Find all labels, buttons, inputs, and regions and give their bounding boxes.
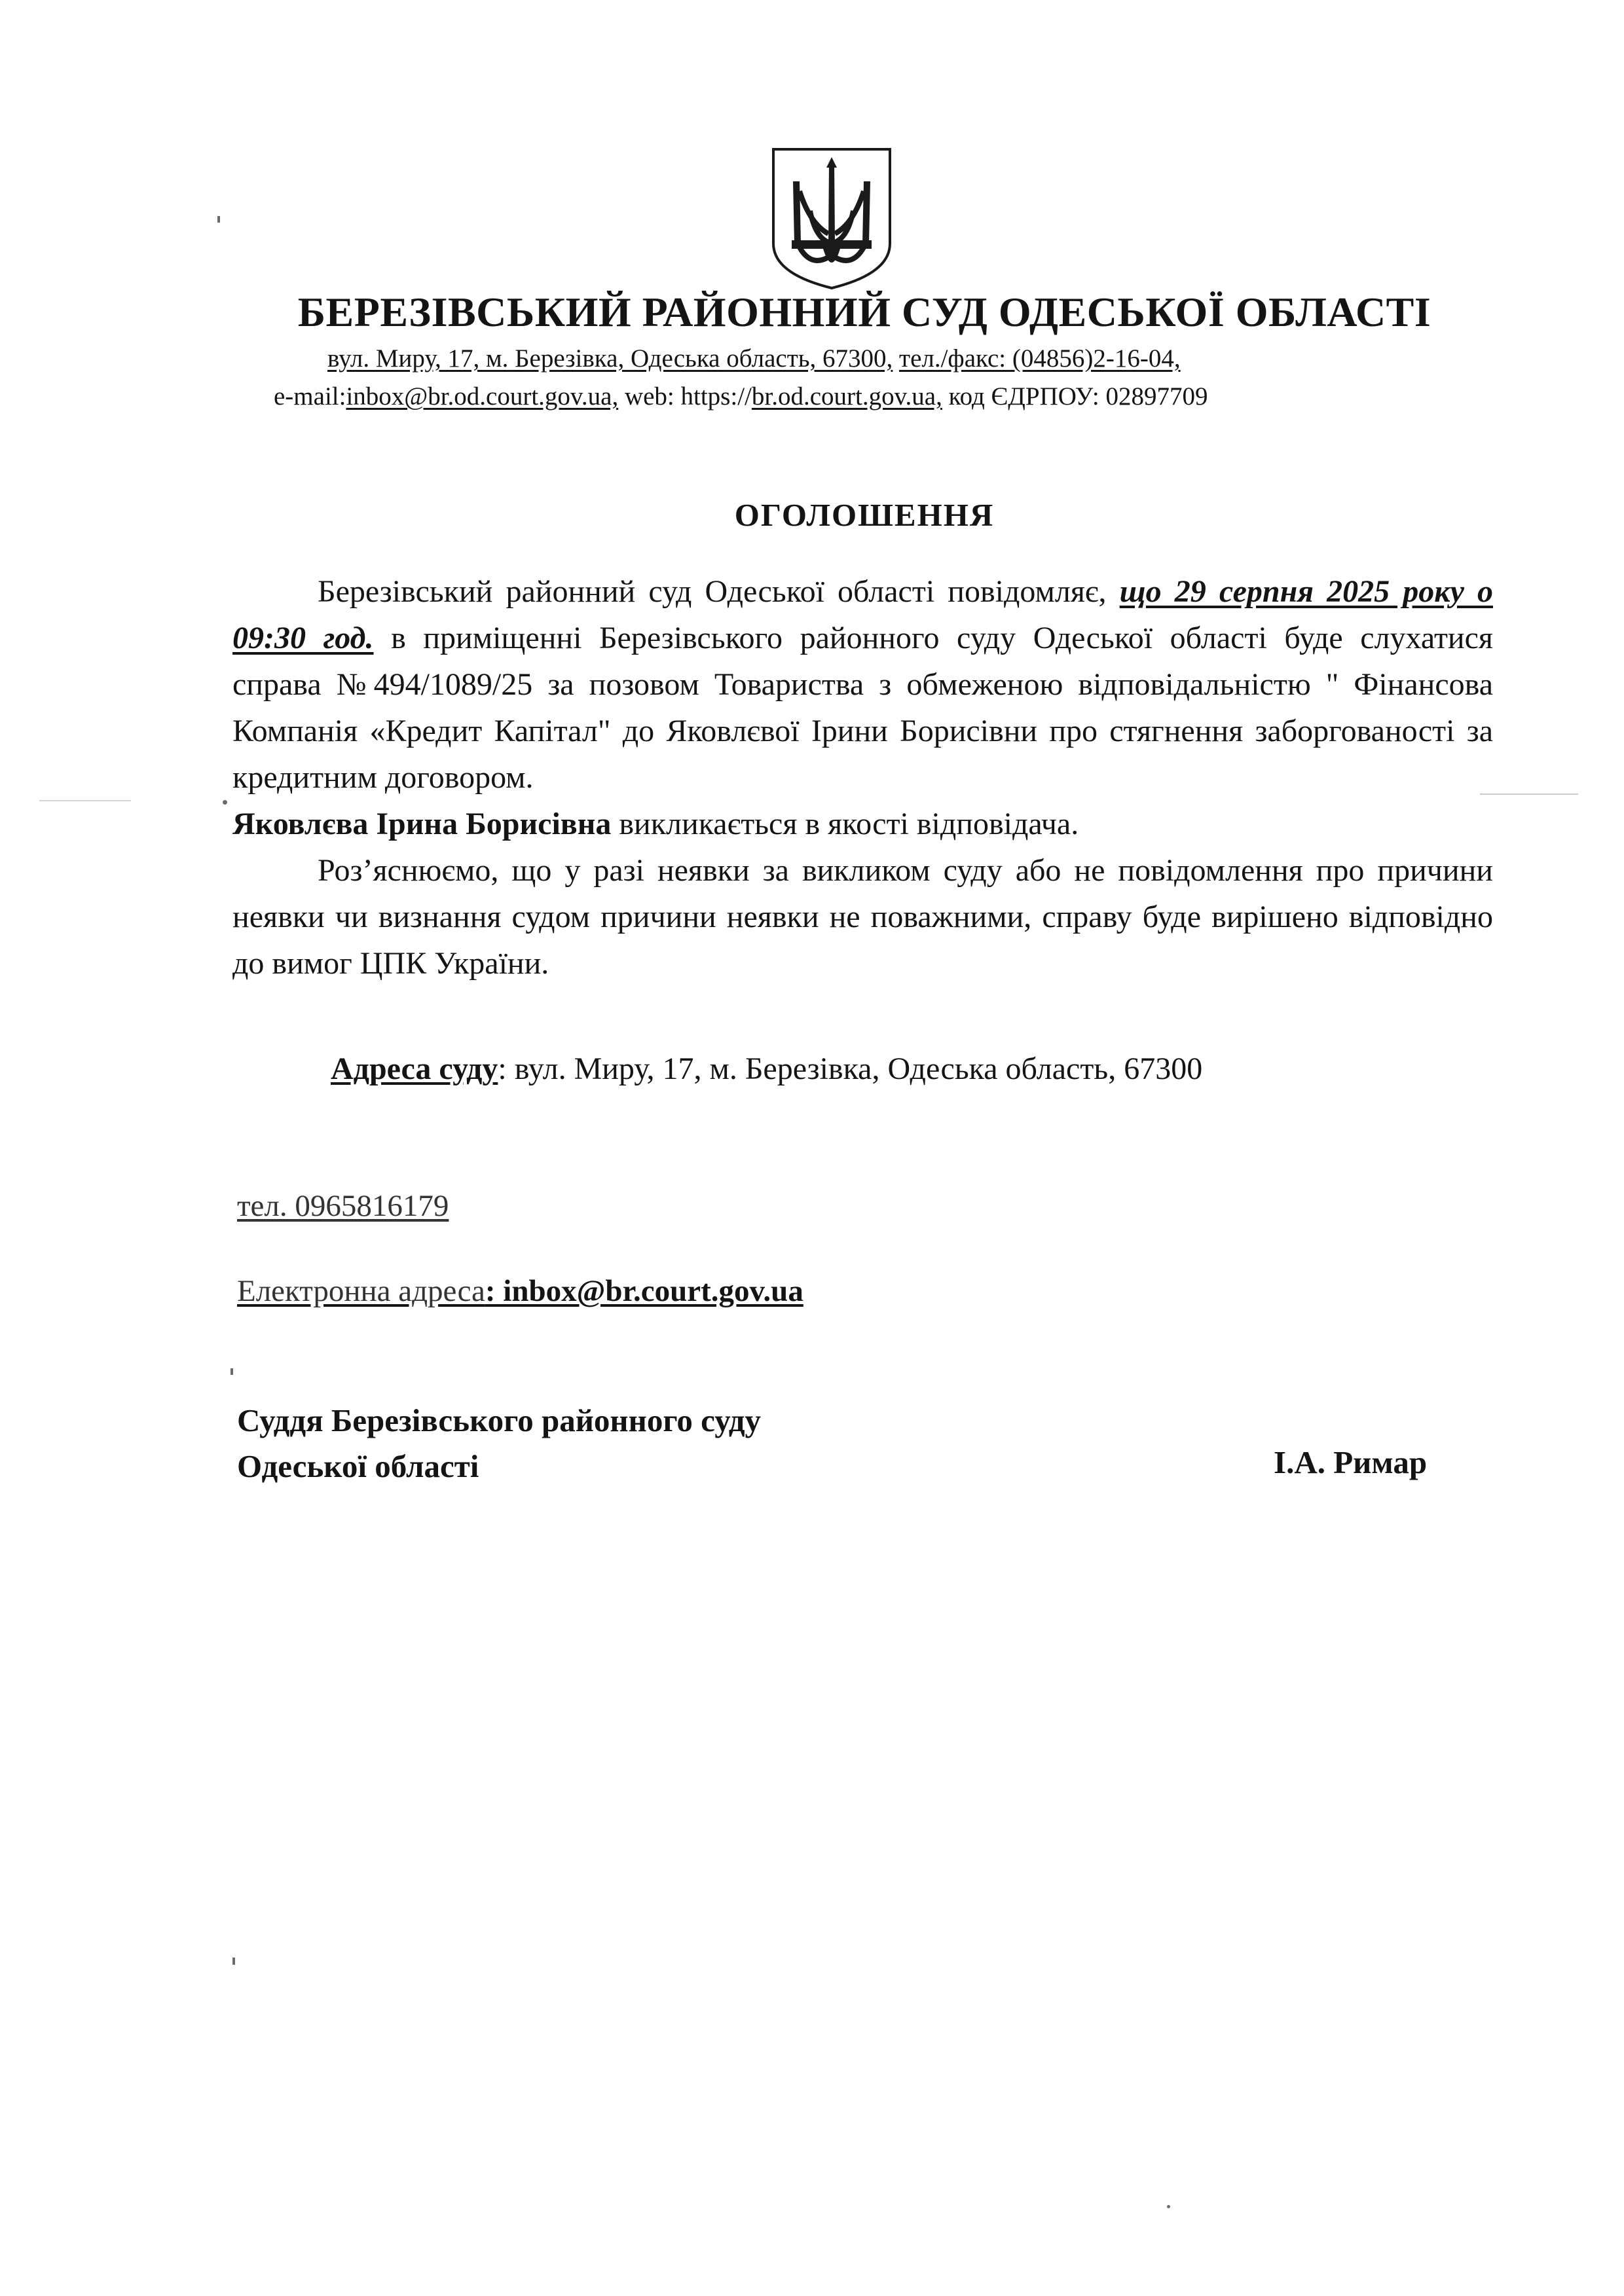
hearing-date: що 29 серпня 2025 року о 09:30 год.: [232, 574, 1494, 655]
judge-position: [237, 1398, 761, 1489]
defendant-name: Яковлєва Ірина Борисівна: [232, 807, 612, 841]
court-address-label: Адреса суду: [331, 1051, 498, 1086]
judge-position-line-2: Одеської області: [237, 1448, 479, 1484]
court-address-value: : вул. Миру, 17, м. Березівка, Одеська область, 67300: [498, 1051, 1203, 1086]
contact-phone: тел. 0965816179: [237, 1189, 449, 1223]
contact-email-value[interactable]: : inbox@br.court.gov.ua: [485, 1274, 803, 1308]
court-address: вул. Миру, 17, м. Березівка, Одеська область, 67300,: [327, 344, 893, 373]
paragraph-explanation: Роз’яснюємо, що у разі неявки за викликом суду або не повідомлення про причини неявки чи визнання судом причини неявки не поважними, справу буде вирішено відповідно до вимог ЦПК України.: [232, 853, 1493, 981]
contact-email-block: [237, 1273, 803, 1309]
court-name: БЕРЕЗІВСЬКИЙ РАЙОННИЙ СУД ОДЕСЬКОЇ ОБЛАСТІ: [297, 289, 1431, 335]
document-title: ОГОЛОШЕННЯ: [734, 497, 995, 533]
defendant-role: викликається в якості відповідача.: [619, 807, 1079, 841]
court-contact-line-2: [274, 382, 1208, 411]
scan-speck: [232, 1958, 235, 1965]
court-web-link[interactable]: br.od.court.gov.ua,: [751, 382, 942, 410]
paragraph-defendant: [232, 801, 1493, 847]
paragraph-hearing-text: в приміщенні Березівського районного суду Одеської області буде слухатися справа №494/1089/25 за позовом Товариства з обмеженою відповідальністю " Фінансова Компанія «Кредит Капітал" до Яковлєвої Ірини Борисівни про стягнення заборгованості за кредитним договором.: [232, 621, 1493, 795]
scan-speck: [223, 800, 227, 805]
judge-name: І.А. Римар: [1274, 1444, 1428, 1480]
paragraph-hearing: [232, 568, 1493, 801]
scan-speck: [1167, 2205, 1170, 2208]
web-prefix: web: https://: [624, 382, 752, 410]
court-email-link[interactable]: inbox@br.od.court.gov.ua,: [346, 382, 619, 410]
email-prefix: e-mail:: [274, 382, 346, 410]
court-phone-fax: тел./факс: (04856)2-16-04,: [899, 344, 1181, 373]
scan-speck: [217, 216, 220, 223]
paragraph-hearing-intro: Березівський районний суд Одеської області повідомляє,: [318, 574, 1107, 609]
scan-speck: [231, 1368, 233, 1375]
edrpou-code: код ЄДРПОУ: 02897709: [948, 382, 1208, 410]
court-address-block: [331, 1051, 1202, 1087]
scan-line: [39, 800, 131, 801]
judge-position-line-1: Суддя Березівського районного суду: [237, 1402, 761, 1438]
coat-of-arms-icon: [769, 145, 894, 291]
contact-email-label: Електронна адреса: [237, 1274, 485, 1308]
court-contact-line-1: [327, 344, 1181, 373]
announcement-body: [232, 568, 1493, 987]
scan-line: [1480, 793, 1578, 795]
